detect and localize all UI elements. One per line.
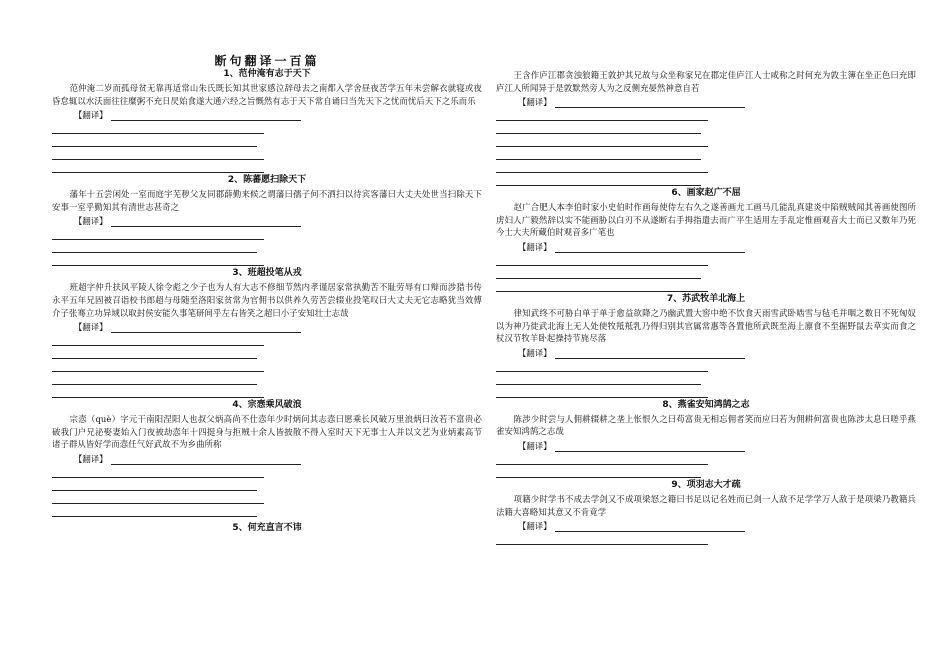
translation-row	[518, 518, 916, 532]
section-passage: 陈涉少时尝与人佣耕辍耕之垄上怅恨久之曰苟富贵无相忘佣者笑而应曰若为佣耕何富贵也陈涉太息曰嗟乎燕雀安知鸿鹄之志哉	[496, 413, 916, 437]
translation-label: 【翻译】	[518, 97, 552, 108]
answer-line[interactable]	[496, 465, 701, 478]
answer-line[interactable]	[496, 532, 708, 545]
section-heading: 5、何充直言不讳	[232, 522, 302, 533]
answer-line[interactable]	[52, 333, 264, 346]
answer-line[interactable]	[52, 253, 264, 266]
translation-label: 【翻译】	[74, 322, 108, 333]
section-8	[496, 400, 916, 478]
translation-label: 【翻译】	[518, 241, 552, 252]
answer-line[interactable]	[52, 491, 264, 504]
section-4	[52, 400, 482, 517]
answer-line[interactable]	[52, 240, 257, 253]
section-passage: 范仲淹二岁而孤母贫无靠再适常山朱氏既长知其世家感泣辞母去之南都入学舍昼夜苦学五年未尝解衣就寝或夜昏怠辄以水沃面往往糜粥不充日昃始食遂大通六经之旨慨然有志于天下常自诵曰当先天下之忧而忧后天下之乐而乐	[52, 83, 482, 106]
answer-line[interactable]	[496, 359, 708, 372]
translation-row	[518, 239, 916, 253]
translation-label: 【翻译】	[74, 453, 108, 464]
section-passage: 藩年十五尝闲处一室而庭宇芜秽父友同郡薛勤来候之谓藩曰孺子何不洒扫以待宾客藩曰大丈夫处世当扫除天下安事一室乎勤知其有清世志甚奇之	[52, 189, 482, 212]
section-passage: 项籍少时学书不成去学剑又不成项梁怒之籍曰书足以记名姓而已剑一人敌不足学学万人敌于是项梁乃教籍兵法籍大喜略知其意又不肯竟学	[496, 493, 916, 517]
answer-line[interactable]	[496, 452, 708, 465]
answer-line[interactable]	[496, 147, 701, 160]
answer-line[interactable]	[52, 465, 264, 478]
section-heading: 7、苏武牧羊北海上	[666, 293, 746, 304]
answer-line[interactable]	[496, 173, 701, 186]
section-9	[496, 480, 916, 545]
answer-line[interactable]	[52, 121, 264, 134]
section-passage: 王含作庐江郡贪浊狼籍王敦护其兄故与众坐称家兄在郡定佳庐江人士咸称之时何充为敦主簿在坐正色曰充即庐江人所闻异于是敦默然旁人为之反侧充晏然神意自若	[496, 70, 916, 93]
translation-blank-line[interactable]	[111, 110, 301, 121]
section-6	[496, 188, 916, 292]
section-5-heading-block	[52, 523, 482, 534]
translation-row	[74, 213, 482, 227]
section-passage: 宗悫（què）字元干南阳涅阳人也叔父炳高尚不仕悫年少时炳问其志悫曰愿乘长风破万里浪炳曰汝若不富贵必破我门户兄泌娶妻始入门夜被劫悫年十四挺身与拒贼十余人皆披散不得入室时天下无事士人并以文艺为业炳素高节诸子群从皆好学而悫任气好武故不为乡曲所称	[52, 414, 482, 450]
translation-blank-line[interactable]	[111, 454, 301, 465]
document-title: 断句翻译一百篇	[214, 54, 320, 68]
translation-row	[518, 94, 916, 108]
translation-label: 【翻译】	[518, 347, 552, 358]
section-2	[52, 175, 482, 266]
translation-blank-line[interactable]	[555, 441, 745, 452]
translation-blank-line[interactable]	[555, 97, 745, 108]
answer-line[interactable]	[52, 160, 264, 173]
translation-label: 【翻译】	[74, 216, 108, 227]
answer-line[interactable]	[496, 279, 708, 292]
translation-label: 【翻译】	[518, 440, 552, 451]
section-heading: 3、班超投笔从戎	[232, 268, 302, 279]
section-1	[52, 69, 482, 173]
translation-blank-line[interactable]	[555, 348, 745, 359]
section-heading: 1、范仲淹有志于天下	[223, 69, 311, 79]
answer-line[interactable]	[52, 504, 257, 517]
translation-row	[74, 107, 482, 121]
section-7	[496, 294, 916, 398]
answer-line[interactable]	[52, 478, 257, 491]
section-heading: 4、宗悫乘风破浪	[232, 400, 302, 411]
section-passage: 赵广合肥人本李伯时家小史伯时作画每使侍左右久之遂善画尤工画马几能乱真建炎中陷贼贼闻其善画使图所虏妇人广毅然辞以实不能画胁以白刃不从遂断右手拇指遣去而广平生适用左手乱定惟画观音大士而已又数年乃死今士大夫所藏伯时观音多广笔也	[496, 202, 916, 238]
section-heading: 8、燕雀安知鸿鹄之志	[662, 399, 750, 410]
answer-line[interactable]	[52, 346, 257, 359]
translation-row	[74, 451, 482, 465]
section-heading: 2、陈蕃愿扫除天下	[227, 175, 307, 186]
section-passage: 班超字仲升扶风平陵人徐令彪之少子也为人有大志不修细节然内孝谨居家常执勤苦不耻劳辱有口辩而涉猎书传永平五年兄固被召诣校书郎超与母随至洛阳家贫常为官佣书以供养久劳苦尝辍业投笔叹曰大丈夫无它志略犹当效傅介子张骞立功异域以取封侯安能久事笔研间乎左右皆笑之超曰小子安知壮士志哉	[52, 282, 482, 318]
answer-line[interactable]	[496, 372, 701, 385]
section-heading: 6、画家赵广不屈	[671, 188, 741, 199]
section-5-body	[496, 69, 916, 186]
answer-line[interactable]	[52, 385, 264, 398]
answer-line[interactable]	[52, 372, 257, 385]
translation-blank-line[interactable]	[111, 322, 301, 333]
answer-line[interactable]	[496, 134, 708, 147]
right-column	[496, 0, 916, 545]
section-heading: 9、项羽志大才疏	[671, 479, 741, 490]
answer-line[interactable]	[496, 266, 701, 279]
section-passage: 律知武终不可胁白单于单于愈益欲降之乃幽武置大窖中绝不饮食天雨雪武卧啮雪与毡毛并咽之数日不死匈奴以为神乃徙武北海上无人处使牧羝羝乳乃得归别其官属常惠等各置他所武既至海上廪食不至掘野鼠去草实而食之杖汉节牧羊卧起操持节旄尽落	[496, 307, 916, 344]
left-column	[52, 0, 482, 536]
translation-blank-line[interactable]	[555, 242, 745, 253]
translation-row	[74, 319, 482, 333]
answer-line[interactable]	[496, 121, 701, 134]
answer-line[interactable]	[52, 227, 264, 240]
translation-label: 【翻译】	[74, 110, 108, 121]
answer-line[interactable]	[52, 134, 257, 147]
section-3	[52, 268, 482, 398]
answer-line[interactable]	[52, 359, 264, 372]
translation-row	[518, 345, 916, 359]
answer-line[interactable]	[496, 253, 708, 266]
answer-line[interactable]	[496, 385, 708, 398]
translation-label: 【翻译】	[518, 521, 552, 532]
translation-blank-line[interactable]	[111, 216, 301, 227]
translation-row	[518, 438, 916, 452]
answer-line[interactable]	[496, 108, 708, 121]
translation-blank-line[interactable]	[555, 521, 745, 532]
answer-line[interactable]	[496, 160, 708, 173]
answer-line[interactable]	[52, 147, 264, 160]
